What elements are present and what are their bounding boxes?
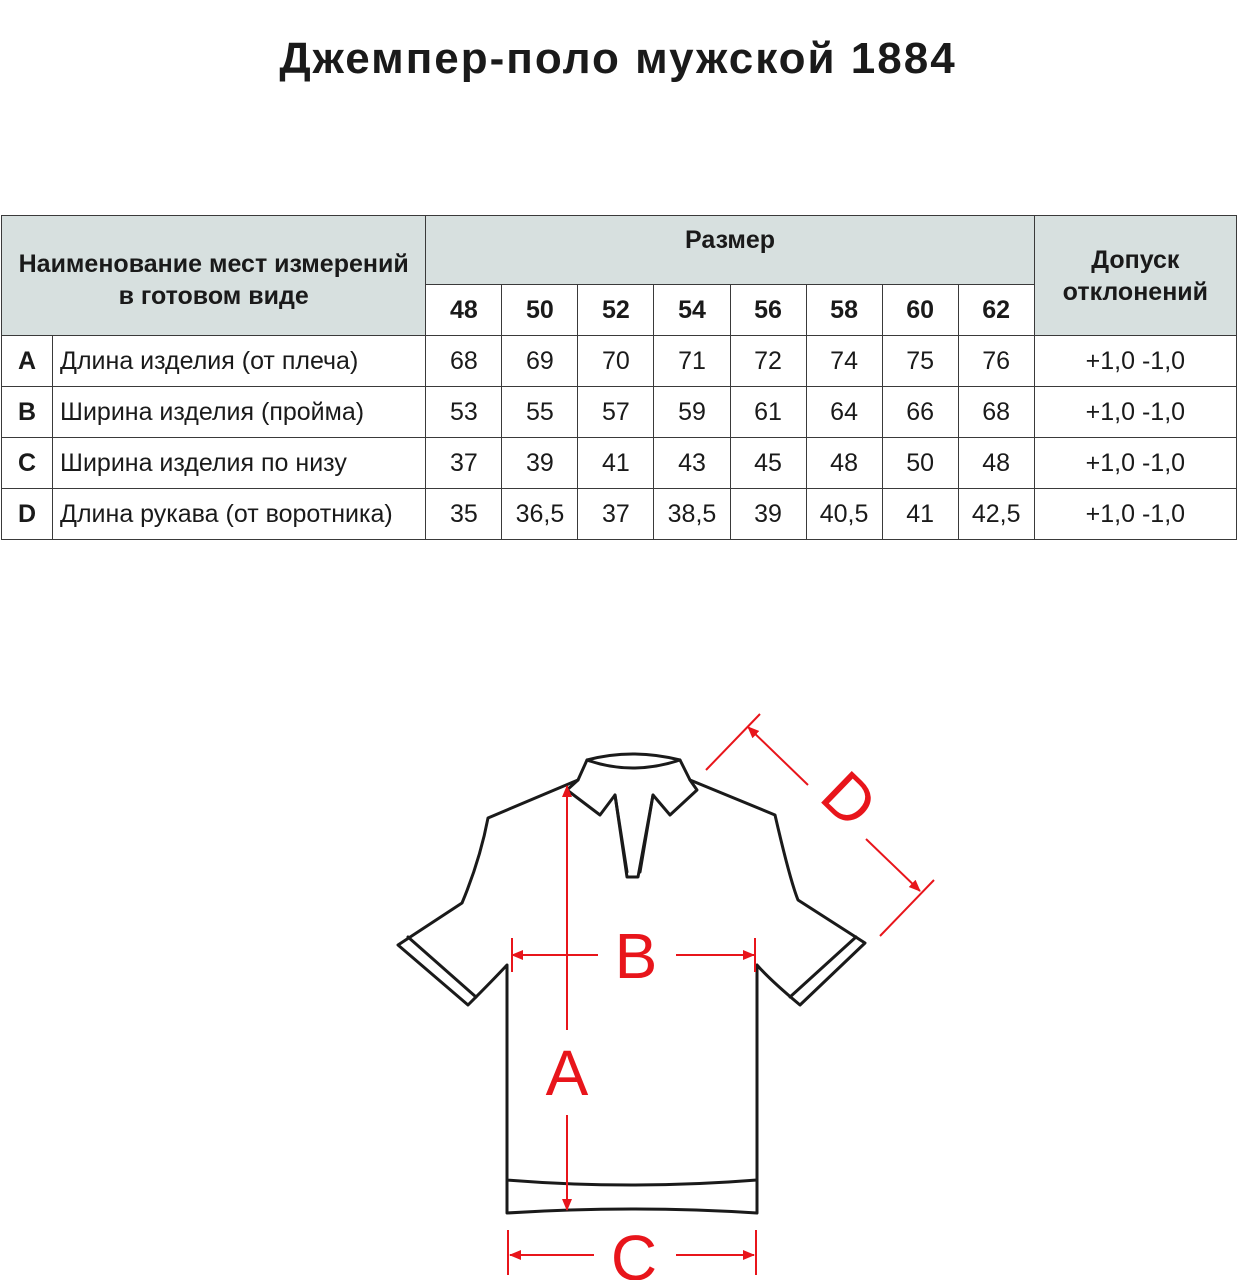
value-cell: 76 [958,336,1034,387]
measure-a-label: A [545,1037,589,1109]
size-header-cell: 50 [502,285,578,336]
tolerance-cell: +1,0 -1,0 [1034,489,1236,540]
measure-b-label: B [614,920,658,992]
row-letter: D [2,489,53,540]
value-cell: 72 [730,336,806,387]
value-cell: 50 [882,438,958,489]
value-cell: 61 [730,387,806,438]
row-letter: C [2,438,53,489]
size-header-cell: 60 [882,285,958,336]
value-cell: 35 [426,489,502,540]
measure-d-line-bottom [866,839,920,891]
row-measure-name: Ширина изделия по низу [53,438,426,489]
header-tol-line1: Допуск [1091,245,1180,274]
value-cell: 43 [654,438,730,489]
size-header-cell: 62 [958,285,1034,336]
value-cell: 42,5 [958,489,1034,540]
value-cell: 37 [578,489,654,540]
measure-d-line-top [748,727,808,785]
value-cell: 48 [806,438,882,489]
row-measure-name: Ширина изделия (пройма) [53,387,426,438]
measure-d-tick-top [706,714,760,770]
row-measure-name: Длина рукава (от воротника) [53,489,426,540]
value-cell: 70 [578,336,654,387]
measure-c-label: C [610,1222,658,1280]
value-cell: 71 [654,336,730,387]
value-cell: 66 [882,387,958,438]
header-name-line2: в готовом виде [118,281,309,310]
value-cell: 75 [882,336,958,387]
row-letter: B [2,387,53,438]
header-tol-line2: отклонений [1062,277,1209,306]
value-cell: 68 [426,336,502,387]
value-cell: 59 [654,387,730,438]
size-header-cell: 58 [806,285,882,336]
tolerance-cell: +1,0 -1,0 [1034,387,1236,438]
measure-d-label: D [807,757,891,842]
size-header-cell: 48 [426,285,502,336]
measure-d-tick-bottom [880,880,934,936]
value-cell: 39 [730,489,806,540]
row-measure-name: Длина изделия (от плеча) [53,336,426,387]
header-size: Размер [426,216,1034,285]
size-header-cell: 54 [654,285,730,336]
value-cell: 53 [426,387,502,438]
size-header-cell: 52 [578,285,654,336]
value-cell: 48 [958,438,1034,489]
value-cell: 55 [502,387,578,438]
value-cell: 64 [806,387,882,438]
value-cell: 74 [806,336,882,387]
header-name-line1: Наименование мест измерений [18,249,409,278]
value-cell: 39 [502,438,578,489]
value-cell: 41 [578,438,654,489]
value-cell: 36,5 [502,489,578,540]
row-letter: A [2,336,53,387]
tolerance-cell: +1,0 -1,0 [1034,438,1236,489]
value-cell: 41 [882,489,958,540]
page-title: Джемпер-поло мужской 1884 [279,34,957,83]
value-cell: 38,5 [654,489,730,540]
value-cell: 40,5 [806,489,882,540]
value-cell: 45 [730,438,806,489]
value-cell: 68 [958,387,1034,438]
size-header-cell: 56 [730,285,806,336]
tolerance-cell: +1,0 -1,0 [1034,336,1236,387]
value-cell: 57 [578,387,654,438]
value-cell: 37 [426,438,502,489]
value-cell: 69 [502,336,578,387]
